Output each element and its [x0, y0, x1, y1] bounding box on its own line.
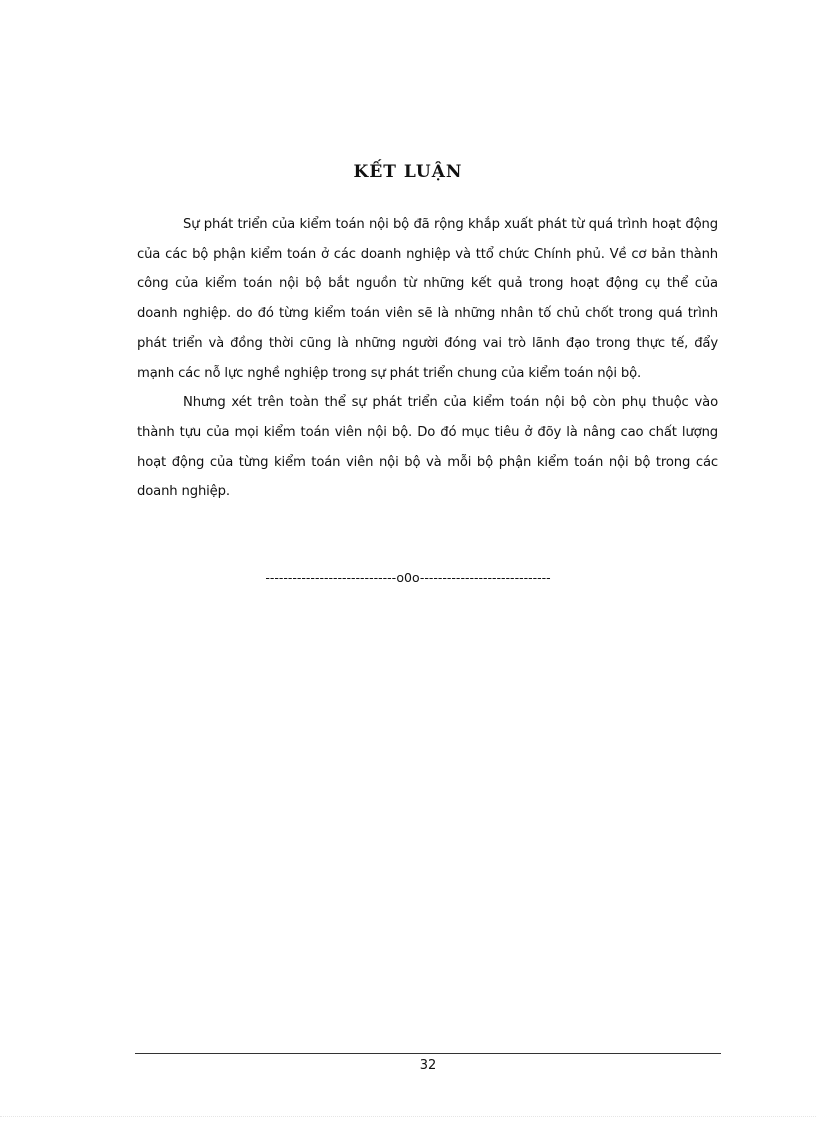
- page-title: KẾT LUẬN: [353, 162, 463, 182]
- body-text: [137, 210, 718, 507]
- paragraph-2: Nhưng xét trên toàn thể sự phát triển của kiểm toán nội bộ còn phụ thuộc vào thành tựu của mọi kiểm toán viên nội bộ. Do đó mục tiêu ở đõy là nâng cao chất lượng hoạt động của từng kiểm toán viên nội bộ và mỗi bộ phận kiểm toán nội bộ trong các doanh nghiệp.: [137, 395, 718, 500]
- page-number: 32: [419, 1058, 437, 1073]
- page-bottom-edge: [0, 1116, 816, 1117]
- footer-divider: [135, 1053, 721, 1054]
- paragraph-1: Sự phát triển của kiểm toán nội bộ đã rộng khắp xuất phát từ quá trình hoạt động của các bộ phận kiểm toán ở các doanh nghiệp và ttổ chức Chính phủ. Về cơ bản thành công của kiểm toán nội bộ bắt nguồn từ những kết quả trong hoạt động cụ thể của doanh nghiệp. do đó từng kiểm toán viên sẽ là những nhân tố chủ chốt trong quá trình phát triển và đồng thời cũng là những người đóng vai trò lãnh đạo trong thực tế, đẩy mạnh các nỗ lực nghề nghiệp trong sự phát triển chung của kiểm toán nội bộ.: [137, 217, 718, 381]
- section-separator: -----------------------------o0o-----------------------------: [265, 570, 551, 585]
